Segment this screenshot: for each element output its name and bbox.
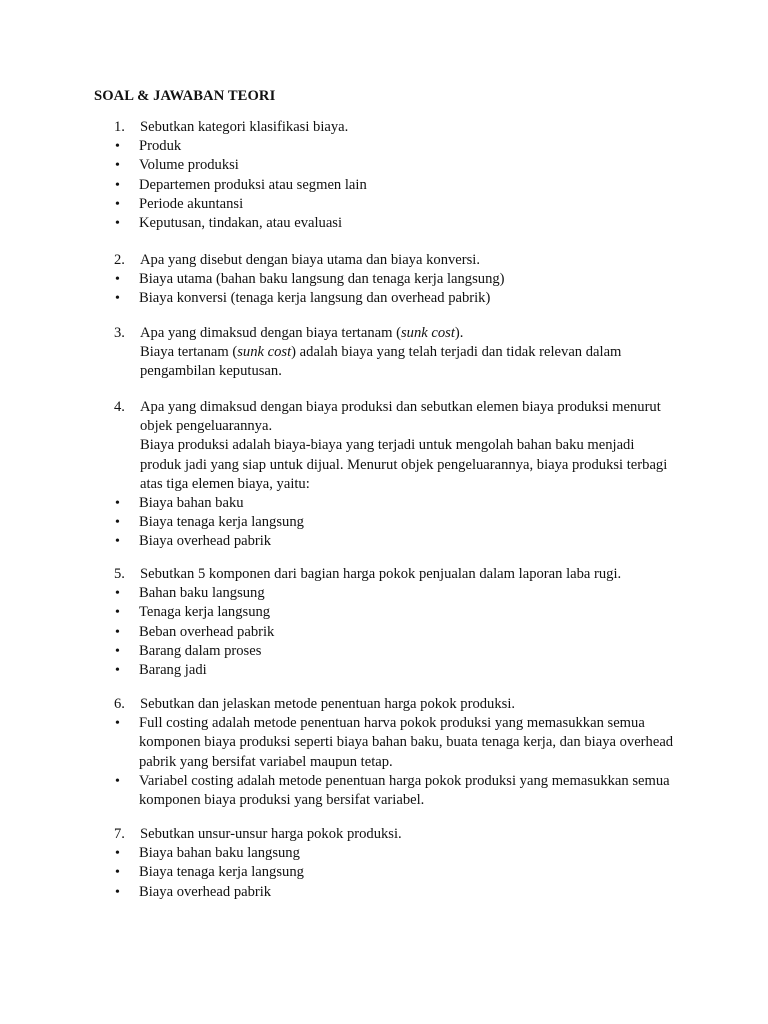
answer-text: Biaya produksi adalah biaya-biaya yang terjadi untuk mengolah bahan baku menjadi produk jadi yang siap untuk dijual. Menurut objek pengeluarannya, biaya produksi terbagi atas tiga elemen biaya, yaitu: (140, 437, 668, 492)
list-item: • Biaya bahan baku langsung (94, 844, 674, 863)
question-text: Sebutkan unsur-unsur harga pokok produksi. (140, 826, 402, 842)
list-item: • Periode akuntansi (94, 195, 674, 214)
answer-list (94, 714, 674, 810)
question-number: 6. (114, 696, 125, 712)
answer-list (94, 844, 674, 902)
question-text: Sebutkan dan jelaskan metode penentuan harga pokok produksi. (140, 696, 516, 712)
answer-list (94, 137, 674, 233)
list-item: • Produk (94, 137, 674, 156)
question-number: 5. (114, 566, 125, 582)
question-item (94, 118, 674, 233)
question-number: 7. (114, 826, 125, 842)
list-item: • Biaya overhead pabrik (94, 883, 674, 902)
question-item (94, 324, 674, 382)
list-item: • Barang jadi (94, 661, 674, 680)
list-item: • Bahan baku langsung (94, 584, 674, 603)
list-item: • Biaya tenaga kerja langsung (94, 513, 674, 532)
list-item: • Departemen produksi atau segmen lain (94, 176, 674, 195)
list-item: • Beban overhead pabrik (94, 623, 674, 642)
answer-text: Biaya tertanam (sunk cost) adalah biaya yang telah terjadi dan tidak relevan dalam pengambilan keputusan. (140, 344, 622, 380)
list-item: • Biaya konversi (tenaga kerja langsung dan overhead pabrik) (94, 289, 674, 308)
list-item: • Biaya overhead pabrik (94, 532, 674, 551)
list-item: • Biaya tenaga kerja langsung (94, 863, 674, 882)
question-item (94, 251, 674, 309)
question-text: Apa yang disebut dengan biaya utama dan biaya konversi. (140, 252, 481, 268)
question-number: 4. (114, 399, 125, 415)
list-item: • Biaya bahan baku (94, 494, 674, 513)
question-item (94, 825, 674, 902)
question-item (94, 398, 674, 552)
question-text: Apa yang dimaksud dengan biaya tertanam (sunk cost). (140, 325, 464, 341)
question-number: 2. (114, 252, 125, 268)
list-item: • Tenaga kerja langsung (94, 603, 674, 622)
list-item: • Variabel costing adalah metode penentuan harga pokok produksi yang memasukkan semua komponen biaya produksi yang bersifat variabel. (94, 772, 674, 810)
question-number: 1. (114, 119, 125, 135)
question-item (94, 565, 674, 680)
document-title: SOAL & JAWABAN TEORI (94, 88, 276, 104)
list-item: • Barang dalam proses (94, 642, 674, 661)
answer-list (94, 584, 674, 680)
question-item (94, 695, 674, 810)
answer-list (94, 494, 674, 552)
list-item: • Volume produksi (94, 156, 674, 175)
question-text: Apa yang dimaksud dengan biaya produksi dan sebutkan elemen biaya produksi menurut objek pengeluarannya. (140, 399, 661, 435)
question-number: 3. (114, 325, 125, 341)
question-text: Sebutkan kategori klasifikasi biaya. (140, 119, 349, 135)
list-item: • Keputusan, tindakan, atau evaluasi (94, 214, 674, 233)
list-item: • Full costing adalah metode penentuan harva pokok produksi yang memasukkan semua komponen biaya produksi seperti biaya bahan baku, buata tenaga kerja, dan biaya overhead pabrik yang bersifat variabel maupun tetap. (94, 714, 674, 772)
answer-list (94, 270, 674, 308)
list-item: • Biaya utama (bahan baku langsung dan tenaga kerja langsung) (94, 270, 674, 289)
question-text: Sebutkan 5 komponen dari bagian harga pokok penjualan dalam laporan laba rugi. (140, 566, 622, 582)
